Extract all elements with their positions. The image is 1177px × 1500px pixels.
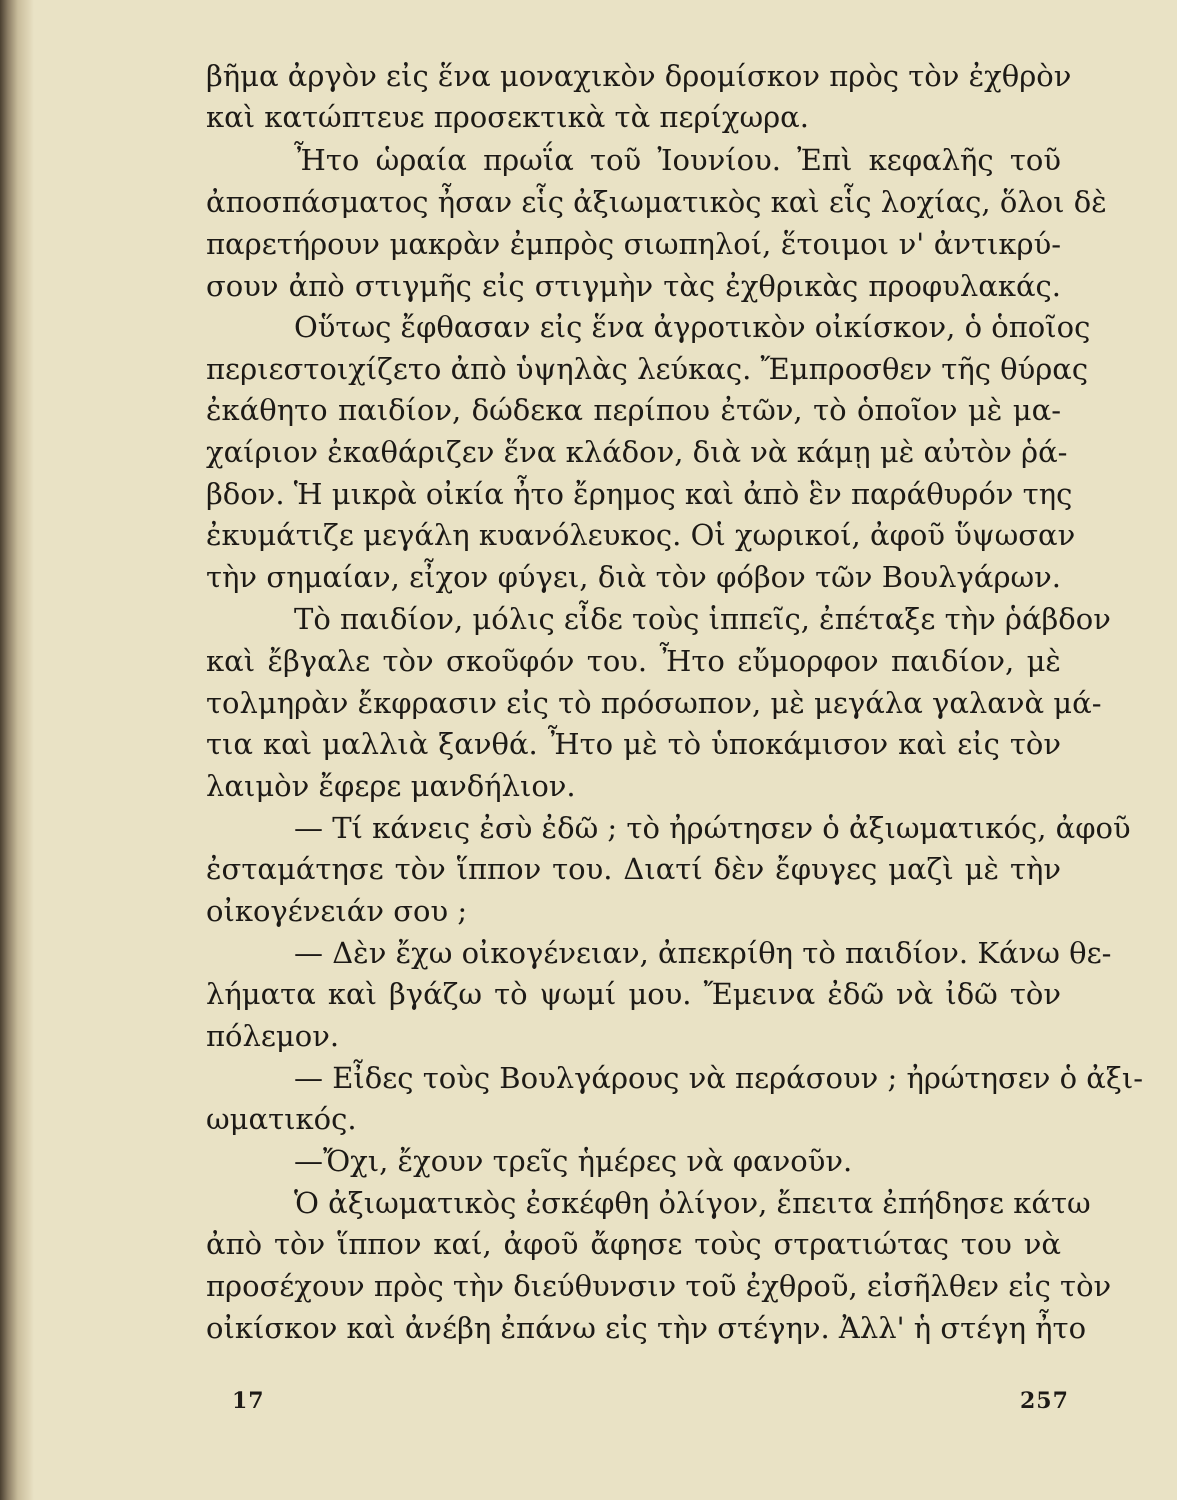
text-line: παρετήρουν μακρὰν ἐμπρὸς σιωπηλοί, ἕτοιμοι ν' ἀντικρύ- bbox=[206, 227, 1061, 261]
text-line: ἀποσπάσματος ἦσαν εἷς ἀξιωματικὸς καὶ εἷς λοχίας, ὅλοι δὲ bbox=[206, 185, 1107, 219]
book-binding-edge bbox=[0, 0, 34, 1500]
text-line: — Εἶδες τοὺς Βουλγάρους νὰ περάσουν ; ἠρώτησεν ὁ ἀξι- bbox=[294, 1061, 1144, 1095]
signature-mark: 17 bbox=[232, 1388, 265, 1414]
text-line: πόλεμον. bbox=[206, 1019, 340, 1053]
text-line: Οὕτως ἔφθασαν εἰς ἕνα ἀγροτικὸν οἰκίσκον, ὁ ὁποῖος bbox=[294, 310, 1091, 344]
text-line: Ὁ ἀξιωματικὸς ἐσκέφθη ὀλίγον, ἔπειτα ἐπήδησε κάτω bbox=[294, 1186, 1091, 1220]
text-line: βῆμα ἀργὸν εἰς ἕνα μοναχικὸν δρομίσκον πρὸς τὸν ἐχθρὸν bbox=[206, 59, 1072, 93]
text-line: σουν ἀπὸ στιγμῆς εἰς στιγμὴν τὰς ἐχθρικὰς προφυλακάς. bbox=[206, 269, 1061, 303]
text-line: τια καὶ μαλλιὰ ξανθά. Ἦτο μὲ τὸ ὑποκάμισον καὶ εἰς τὸν bbox=[206, 727, 1061, 761]
text-line: Ἦτο ὡραία πρωΐα τοῦ Ἰουνίου. Ἐπὶ κεφαλῆς τοῦ bbox=[294, 143, 1061, 177]
text-line: ἐκυμάτιζε μεγάλη κυανόλευκος. Οἱ χωρικοί, ἀφοῦ ὕψωσαν bbox=[206, 518, 1076, 552]
page-number: 257 bbox=[1020, 1388, 1069, 1414]
text-line: καὶ κατώπτευε προσεκτικὰ τὰ περίχωρα. bbox=[206, 100, 809, 134]
text-block bbox=[206, 55, 1144, 1395]
text-line: ἐσταμάτησε τὸν ἵππον του. Διατί δὲν ἔφυγες μαζὶ μὲ τὴν bbox=[206, 852, 1061, 886]
text-line: Τὸ παιδίον, μόλις εἶδε τοὺς ἱππεῖς, ἐπέταξε τὴν ῥάβδον bbox=[294, 602, 1111, 636]
text-line: βδον. Ἡ μικρὰ οἰκία ἦτο ἔρημος καὶ ἀπὸ ἓν παράθυρόν της bbox=[206, 477, 1073, 511]
text-line: —Ὄχι, ἔχουν τρεῖς ἡμέρες νὰ φανοῦν. bbox=[294, 1144, 853, 1178]
text-line: ἀπὸ τὸν ἵππον καί, ἀφοῦ ἄφησε τοὺς στρατιώτας του νὰ bbox=[206, 1227, 1061, 1261]
text-line: ἐκάθητο παιδίον, δώδεκα περίπου ἐτῶν, τὸ ὁποῖον μὲ μα- bbox=[206, 393, 1061, 427]
text-line: τολμηρὰν ἔκφρασιν εἰς τὸ πρόσωπον, μὲ μεγάλα γαλανὰ μά- bbox=[206, 686, 1102, 720]
text-line: ωματικός. bbox=[206, 1102, 357, 1136]
text-line: οἰκίσκον καὶ ἀνέβη ἐπάνω εἰς τὴν στέγην. Ἀλλ' ἡ στέγη ἦτο bbox=[206, 1311, 1087, 1345]
text-line: προσέχουν πρὸς τὴν διεύθυνσιν τοῦ ἐχθροῦ, εἰσῆλθεν εἰς τὸν bbox=[206, 1269, 1112, 1303]
text-line: οἰκογένειάν σου ; bbox=[206, 894, 468, 928]
text-line: περιεστοιχίζετο ἀπὸ ὑψηλὰς λεύκας. Ἔμπροσθεν τῆς θύρας bbox=[206, 352, 1089, 386]
text-line: καὶ ἔβγαλε τὸν σκοῦφόν του. Ἦτο εὔμορφον παιδίον, μὲ bbox=[206, 644, 1061, 678]
text-line: λήματα καὶ βγάζω τὸ ψωμί μου. Ἔμεινα ἐδῶ νὰ ἰδῶ τὸν bbox=[206, 977, 1061, 1011]
text-line: χαίριον ἐκαθάριζεν ἕνα κλάδον, διὰ νὰ κάμῃ μὲ αὐτὸν ῥά- bbox=[206, 435, 1068, 469]
text-line: τὴν σημαίαν, εἶχον φύγει, διὰ τὸν φόβον τῶν Βουλγάρων. bbox=[206, 560, 1061, 594]
text-line: λαιμὸν ἔφερε μανδήλιον. bbox=[206, 769, 576, 803]
text-line: — Δὲν ἔχω οἰκογένειαν, ἀπεκρίθη τὸ παιδίον. Κάνω θε- bbox=[294, 936, 1112, 970]
text-line: — Τί κάνεις ἐσὺ ἐδῶ ; τὸ ἠρώτησεν ὁ ἀξιωματικός, ἀφοῦ bbox=[294, 811, 1131, 845]
